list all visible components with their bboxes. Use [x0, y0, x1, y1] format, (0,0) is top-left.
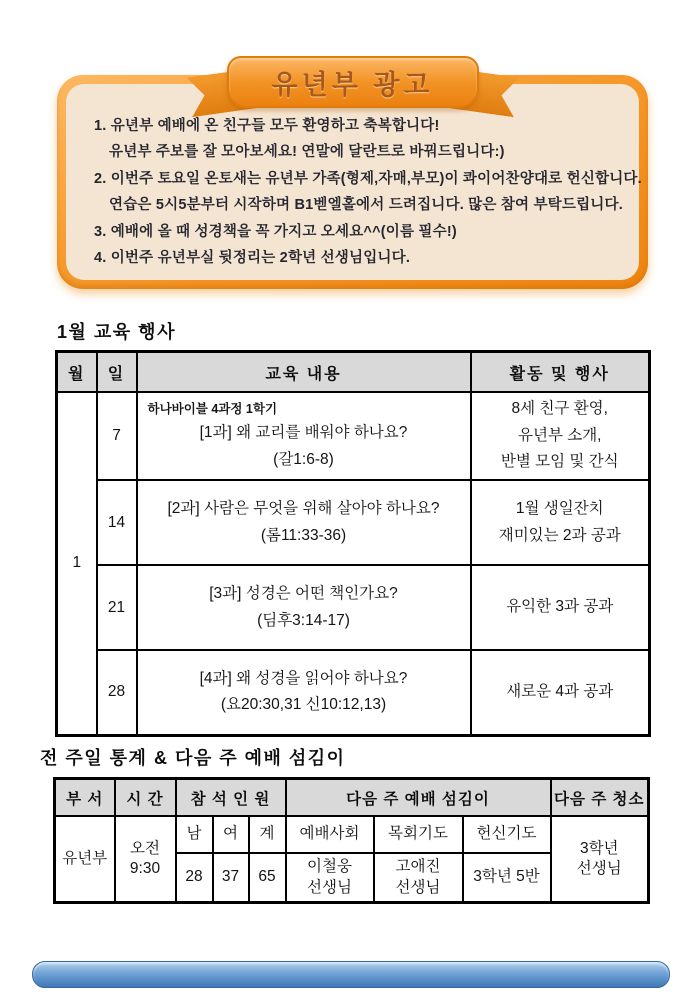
col-header-day: 일: [97, 352, 137, 393]
activity-line: 1월 생일잔치: [515, 499, 604, 517]
col-header-content: 교육 내용: [137, 352, 471, 393]
activity-line: 반별 모임 및 간식: [500, 453, 619, 471]
col-header-cleaning: 다음 주 청소: [551, 779, 649, 817]
time-line: 9:30: [129, 860, 161, 877]
scripture-ref: (요20:30,31 신10:12,13): [220, 696, 387, 714]
dept-cell: 유년부: [55, 816, 115, 903]
footer-bar: [32, 961, 670, 988]
announcement-line: 유년부 주보를 잘 모아보세요! 연말에 달란트로 바꿔드립니다:): [109, 144, 505, 161]
table-row: [57, 392, 650, 480]
activity-line: 유년부 소개,: [518, 426, 602, 444]
announcement-line: 연습은 5시5분부터 시작하며 B1벧엘홀에서 드려집니다. 많은 참여 부탁드립니다.: [109, 197, 623, 214]
scripture-ref: (딤후3:14-17): [257, 611, 350, 629]
subheader-male: 남: [176, 816, 213, 853]
pastoral-name-line: 선생님: [395, 878, 441, 896]
activity-cell: [471, 480, 650, 565]
activity-line: 재미있는 2과 공과: [498, 526, 621, 544]
content-cell: [137, 565, 471, 650]
col-header-serving: 다음 주 예배 섬김이: [286, 779, 551, 817]
col-header-activity: 활동 및 행사: [471, 352, 650, 393]
mc-cell: [286, 853, 374, 903]
scripture-ref: (갈1:6-8): [273, 450, 334, 468]
cleaning-cell: [551, 816, 649, 903]
lesson-title: [1과] 왜 교리를 배워야 하나요?: [199, 424, 408, 442]
table-row: [57, 565, 650, 650]
day-cell: 14: [97, 480, 137, 565]
time-line: 오전: [130, 839, 160, 857]
announcement-panel: [57, 69, 648, 289]
education-header-row: [57, 352, 650, 393]
curriculum-note: 하나바이블 4과정 1학기: [147, 402, 278, 417]
stats-subheader-row: [55, 816, 649, 853]
activity-line: 유익한 3과 공과: [506, 598, 614, 616]
col-header-dept: 부 서: [55, 779, 115, 817]
content-cell: [137, 392, 471, 480]
activity-line: 8세 친구 환영,: [511, 400, 608, 418]
scripture-ref: (롬11:33-36): [260, 526, 347, 544]
time-cell: [115, 816, 176, 903]
col-header-time: 시 간: [115, 779, 176, 817]
lesson-title: [2과] 사람은 무엇을 위해 살아야 하나요?: [167, 500, 440, 518]
col-header-month: 월: [57, 352, 97, 393]
lesson-title: [4과] 왜 성경을 읽어야 하나요?: [199, 669, 408, 687]
cleaning-line: 선생님: [576, 860, 622, 877]
mc-name-line: 선생님: [307, 878, 352, 896]
announcement-line: 2. 이번주 토요일 온토새는 유년부 가족(형제,자매,부모)이 콰이어찬양대로 헌신합니다.: [94, 170, 642, 187]
day-cell: 21: [97, 565, 137, 650]
col-header-attendance: 참 석 인 원: [176, 779, 286, 817]
subheader-pastoral: 목회기도: [374, 816, 463, 853]
subheader-female: 여: [213, 816, 249, 853]
cleaning-line: 3학년: [579, 839, 619, 857]
day-cell: 7: [97, 392, 137, 480]
announcement-line: 3. 예배에 올 때 성경책을 꼭 가지고 오세요^^(이름 필수!): [94, 223, 457, 240]
ribbon-center: [227, 56, 479, 108]
lesson-title: [3과] 성경은 어떤 책인가요?: [209, 585, 398, 603]
content-cell: [137, 650, 471, 735]
content-cell: [137, 480, 471, 565]
dedication-cell: 3학년 5반: [463, 853, 551, 903]
announcement-line: 1. 유년부 예배에 온 친구들 모두 환영하고 축복합니다!: [94, 118, 440, 134]
activity-cell: [471, 565, 650, 650]
subheader-dedication: 헌신기도: [463, 816, 551, 853]
activity-cell: [471, 650, 650, 735]
mc-name-line: 이철웅: [307, 858, 352, 876]
pastoral-cell: [374, 853, 463, 903]
female-count-cell: 37: [213, 853, 249, 903]
activity-line: 새로운 4과 공과: [506, 682, 614, 700]
month-cell: 1: [57, 392, 97, 735]
table-row: [57, 480, 650, 565]
stats-table: [53, 777, 650, 904]
table-row: [57, 650, 650, 735]
pastoral-name-line: 고애진: [395, 858, 441, 876]
section-title-stats: 전 주일 통계 & 다음 주 예배 섬김이: [40, 748, 346, 768]
education-table: [55, 350, 651, 737]
male-count-cell: 28: [176, 853, 213, 903]
announcement-line: 4. 이번주 유년부실 뒷정리는 2학년 선생님입니다.: [94, 249, 411, 266]
day-cell: 28: [97, 650, 137, 735]
subheader-mc: 예배사회: [286, 816, 374, 853]
ribbon-title: 유년부 광고: [271, 69, 434, 100]
subheader-total: 계: [249, 816, 286, 853]
activity-cell: [471, 392, 650, 480]
stats-header-row: [55, 779, 649, 817]
ribbon-banner: [203, 56, 503, 118]
section-title-education: 1월 교육 행사: [57, 322, 176, 342]
total-count-cell: 65: [249, 853, 286, 903]
